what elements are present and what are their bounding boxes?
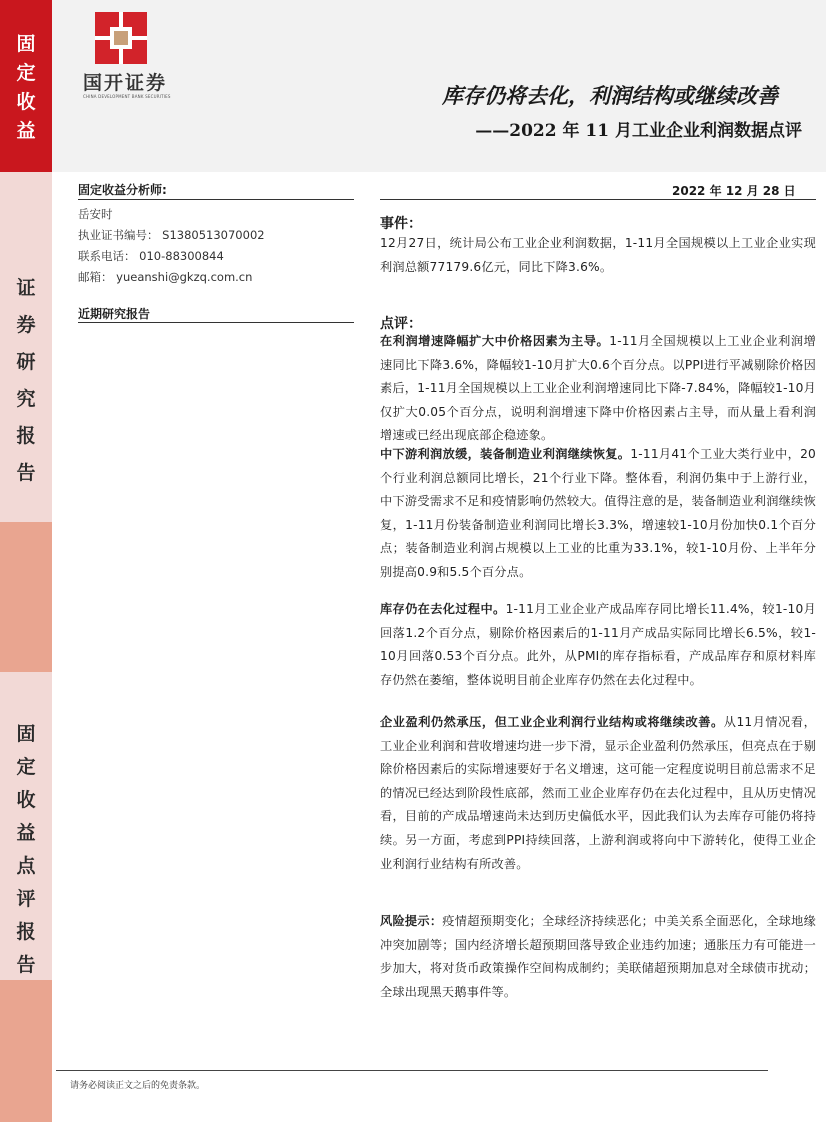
report-date: 2022 年 12 月 28 日 [672,184,796,198]
comment-heading: 点评： [380,316,422,332]
sidebar-label-research-report: 证 券 研 究 报 告 [16,277,36,484]
paragraph-body: 1-11月全国规模以上工业企业利润增速同比下降3.6%，降幅较1-10月扩大0.6个百分点。以PPI进行平减剔除价格因素后，1-11月全国规模以上工业企业利润增速同比下降-7.84%，降幅较1-10月仅扩大0.05个百分点，说明利润增速下降中价格因素占主导，而从量上看利润增速或已经出现底部企稳迹象。 [380,334,816,443]
paragraph-lead: 在利润增速降幅扩大中价格因素为主导。 [380,334,610,348]
paragraph-lead: 中下游利润放缓，装备制造业利润继续恢复。 [380,447,631,461]
sidebar-label-fixed-income: 固 定 收 益 [16,33,36,142]
sidebar-label-commentary-report: 固 定 收 益 点 评 报 告 [16,723,36,976]
comment-paragraph [380,598,816,692]
analyst-email: 邮箱： yueanshi@gkzq.com.cn [78,270,253,284]
brand-subtitle: CHINA DEVELOPMENT BANK SECURITIES [83,94,171,99]
paragraph-lead: 库存仍在去化过程中。 [380,602,506,616]
sidebar-block-3 [0,522,52,672]
analyst-phone: 联系电话： 010-88300844 [78,249,224,263]
report-title: 库存仍将去化，利润结构或继续改善 [442,83,778,108]
event-heading: 事件： [380,216,422,232]
report-subtitle: ——2022 年 11 月工业企业利润数据点评 [475,121,802,141]
event-text: 12月27日，统计局公布工业企业利润数据，1-11月全国规模以上工业企业实现利润总额77179.6亿元，同比下降3.6%。 [380,236,816,274]
analyst-heading: 固定收益分析师: [78,183,167,197]
risk-lead: 风险提示： [380,914,443,928]
sidebar-block-5 [0,980,52,1122]
brand-logo-icon [95,12,147,64]
comment-paragraph [380,330,816,448]
brand-name: 国开证券 [83,72,168,94]
divider [380,199,816,200]
risk-paragraph [380,910,816,1004]
divider [78,322,354,323]
footer-divider [56,1070,768,1071]
footer-disclaimer: 请务必阅读正文之后的免责条款。 [70,1081,206,1091]
paragraph-lead: 企业盈利仍然承压，但工业企业利润行业结构或将继续改善。 [380,715,724,729]
comment-paragraph [380,711,816,876]
analyst-cert: 执业证书编号： S1380513070002 [78,228,265,242]
divider [78,199,354,200]
analyst-name: 岳安时 [78,207,113,221]
paragraph-body: 从11月情况看，工业企业利润和营收增速均进一步下滑，显示企业盈利仍然承压，但亮点在于剔除价格因素后的实际增速要好于名义增速，这可能一定程度说明目前总需求不足的情况已经达到阶段性底部，然而工业企业库存仍在去化过程中，且从历史情况看，目前的产成品增速尚未达到历史偏低水平，因此我们认为去库存可能仍将持续。另一方面，考虑到PPI持续回落，上游利润或将向中下游转化，使得工业企业利润行业结构有所改善。 [380,715,817,871]
paragraph-body: 1-11月41个工业大类行业中，20个行业利润总额同比增长，21个行业下降。整体看，利润仍集中于上游行业，中下游受需求不足和疫情影响仍然较大。值得注意的是，装备制造业利润继续恢复，1-11月份装备制造业利润同比增长3.3%，增速较1-10月份加快0.1个百分点；装备制造业利润占规模以上工业的比重为33.1%，较1-10月份、上半年分别提高0.9和5.5个百分点。 [380,447,816,579]
paragraph-body: 1-11月工业企业产成品库存同比增长11.4%，较1-10月回落1.2个百分点，剔除价格因素后的1-11月产成品实际同比增长6.5%，较1-10月回落0.53个百分点。此外，从PMI的库存指标看，产成品库存和原材料库存仍然在萎缩，整体说明目前企业库存仍然在去化过程中。 [380,602,816,687]
comment-paragraph [380,443,816,585]
risk-body: 疫情超预期变化；全球经济持续恶化；中美关系全面恶化，全球地缘冲突加剧等；国内经济增长超预期回落导致企业违约加速；通胀压力有可能进一步加大，将对货币政策操作空间构成制约；美联储超预期加息对全球债市扰动；全球出现黑天鹅事件等。 [380,914,817,999]
recent-reports-heading: 近期研究报告 [78,307,151,321]
